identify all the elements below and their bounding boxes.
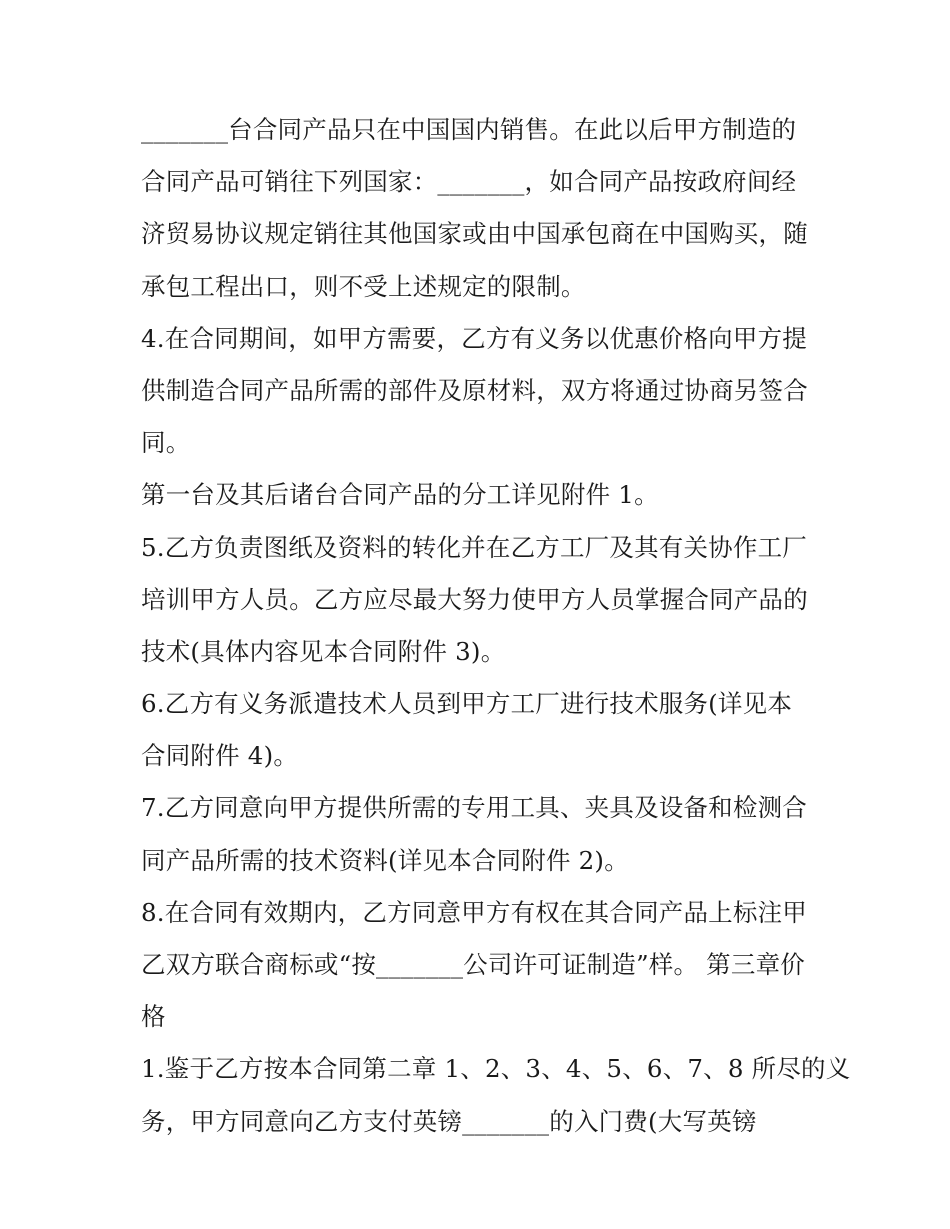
- clause-7-line: 7.乙方同意向甲方提供所需的专用工具、夹具及设备和检测合: [141, 793, 807, 823]
- clause-6-line: 6.乙方有义务派遣技术人员到甲方工厂进行技术服务(详见本: [141, 689, 793, 719]
- text-line: 合同附件 4)。: [141, 741, 299, 771]
- text-line: 供制造合同产品所需的部件及原材料，双方将通过协商另签合: [141, 375, 808, 405]
- clause-8-line: 8.在合同有效期内，乙方同意甲方有权在其合同产品上标注甲: [141, 897, 807, 927]
- text-line: 同。: [141, 428, 191, 458]
- text-line: 格: [141, 1002, 166, 1032]
- text-line: 第一台及其后诸台合同产品的分工详见附件 1。: [141, 480, 659, 510]
- price-clause-1-line: 1.鉴于乙方按本合同第二章 1、2、3、4、5、6、7、8 所尽的义: [141, 1054, 851, 1084]
- clause-4-line: 4.在合同期间，如甲方需要，乙方有义务以优惠价格向甲方提: [141, 323, 807, 353]
- text-line: 务，甲方同意向乙方支付英镑_______的入门费(大写英镑: [141, 1106, 757, 1136]
- text-line: 承包工程出口，则不受上述规定的限制。: [141, 271, 586, 301]
- text-line: 技术(具体内容见本合同附件 3)。: [141, 636, 506, 666]
- clause-5-line: 5.乙方负责图纸及资料的转化并在乙方工厂及其有关协作工厂: [141, 532, 807, 562]
- text-line: 乙双方联合商标或“按_______公司许可证制造”样。 第三章价: [141, 950, 805, 979]
- document-body: [141, 104, 851, 1148]
- text-line: 培训甲方人员。乙方应尽最大努力使甲方人员掌握合同产品的: [141, 584, 808, 614]
- text-line: 合同产品可销往下列国家：_______，如合同产品按政府间经: [141, 167, 797, 197]
- text-line: 同产品所需的技术资料(详见本合同附件 2)。: [141, 845, 629, 875]
- text-line: 济贸易协议规定销往其他国家或由中国承包商在中国购买，随: [141, 219, 808, 249]
- text-line: _______台合同产品只在中国国内销售。在此以后甲方制造的: [141, 115, 797, 144]
